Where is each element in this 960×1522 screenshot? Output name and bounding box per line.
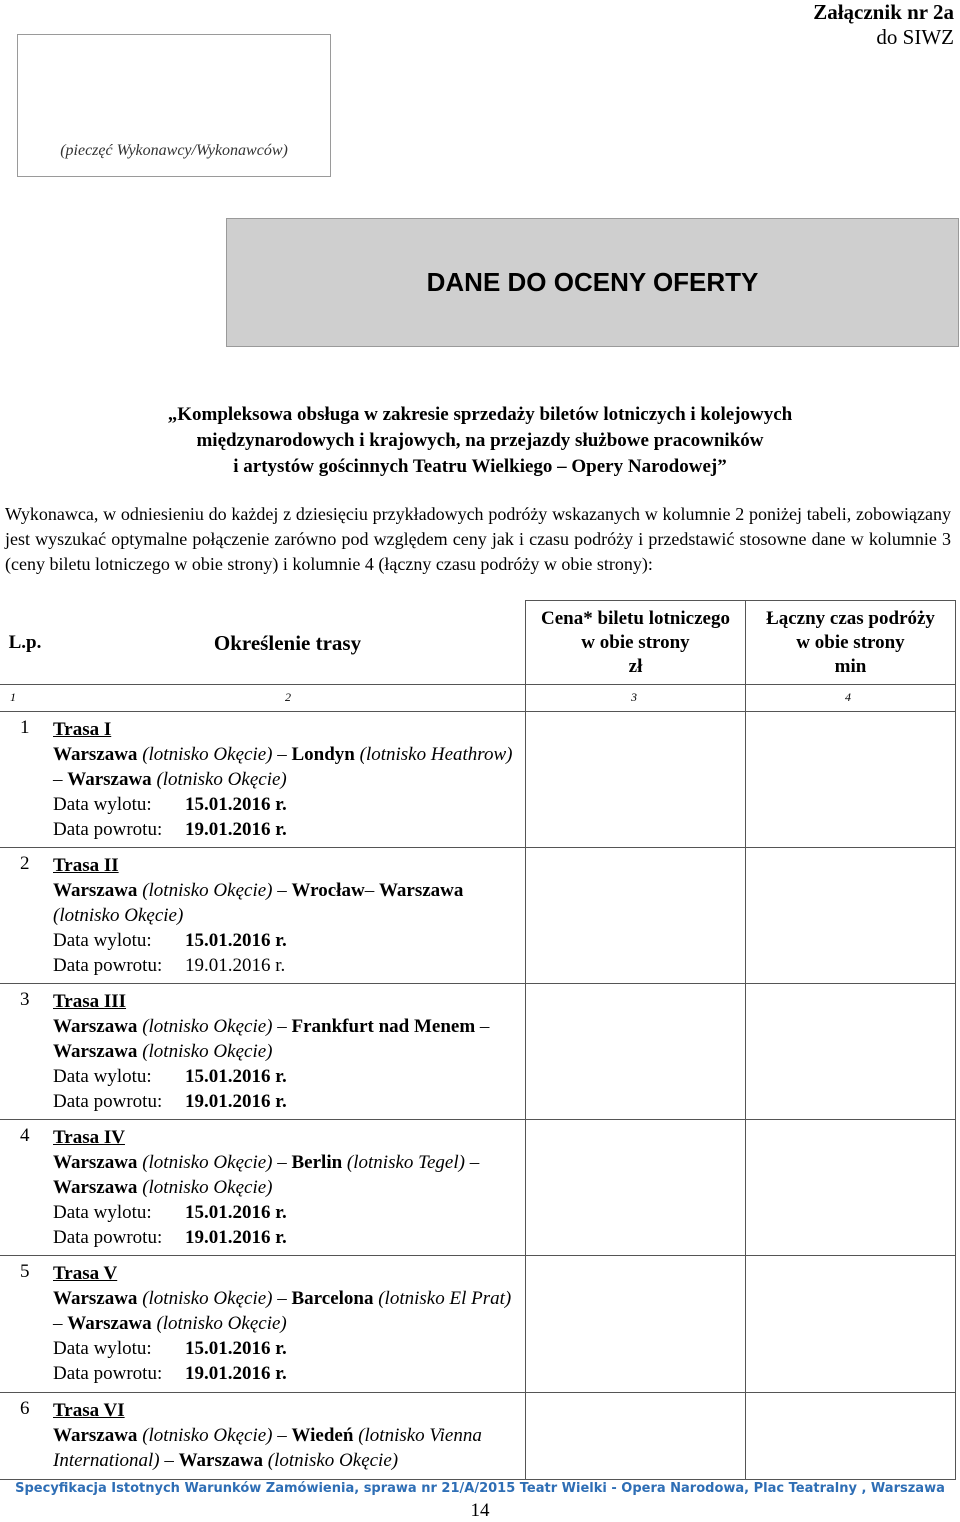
grid-line <box>0 1479 956 1480</box>
subject-line: „Kompleksowa obsługa w zakresie sprzedaży biletów lotniczych i kolejowych <box>167 404 793 425</box>
header-time-unit: min <box>834 656 867 677</box>
route-description <box>53 1423 521 1473</box>
route-city: Warszawa <box>53 1016 138 1037</box>
annex-label <box>813 0 954 50</box>
route-airport: (lotnisko Okęcie) <box>151 1313 287 1334</box>
route-name: Trasa IV <box>53 1127 125 1148</box>
grid-line <box>0 1392 956 1393</box>
route-description <box>53 742 521 792</box>
route-airport: (lotnisko Okęcie) – <box>137 744 292 765</box>
route-airport: (lotnisko Okęcie) <box>137 1177 273 1198</box>
route-description <box>53 878 521 928</box>
grid-line <box>525 600 956 601</box>
route-city: Warszawa <box>53 1288 138 1309</box>
intro-paragraph: Wykonawca, w odniesieniu do każdej z dziesięciu przykładowych podróży wskazanych w kolumnie 2 poniżej tabeli, zobowiązany jest wyszukać optymalne połączenie zarówno pod względem ceny jak i czasu podróży i przedstawić stosowne dane w kolumnie 3 (ceny biletu lotniczego w obie strony) i kolumnie 4 (łączny czasu podróży w obie strony): <box>5 504 951 574</box>
route-city: Wrocław <box>291 880 365 901</box>
contract-subject <box>0 402 960 480</box>
row-number: 2 <box>20 853 30 874</box>
stamp-label: (pieczęć Wykonawcy/Wykonawców) <box>60 142 288 159</box>
route-name: Trasa III <box>53 991 127 1012</box>
departure-date: 15.01.2016 r. <box>185 1066 287 1087</box>
route-name: Trasa V <box>53 1263 118 1284</box>
row-number: 3 <box>20 989 30 1010</box>
row-number: 4 <box>20 1125 30 1146</box>
header-lp: L.p. <box>8 632 42 653</box>
header-time-line: w obie strony <box>796 632 905 653</box>
column-number: 4 <box>845 690 851 704</box>
return-date: 19.01.2016 r. <box>185 955 286 976</box>
route-airport: (lotnisko El Prat) – <box>53 1288 512 1334</box>
column-number: 3 <box>631 690 637 704</box>
header-route: Określenie trasy <box>213 631 362 655</box>
departure-label: Data wylotu: <box>53 794 152 815</box>
route-airport: (lotnisko Okęcie) <box>263 1450 399 1471</box>
route-airport: (lotnisko Okęcie) – <box>137 1425 292 1446</box>
route-airport: (lotnisko Vienna International) – <box>53 1425 482 1471</box>
row-number: 5 <box>20 1261 30 1282</box>
route-city: Wiedeń <box>291 1425 354 1446</box>
route-airport: (lotnisko Okęcie) – <box>137 1152 292 1173</box>
route-airport: (lotnisko Okęcie) – <box>137 1016 292 1037</box>
grid-line <box>525 600 526 1480</box>
route-airport: – <box>475 1016 490 1037</box>
route-cell <box>53 717 521 842</box>
departure-label: Data wylotu: <box>53 930 152 951</box>
column-number: 1 <box>10 690 16 704</box>
route-airport: (lotnisko Heathrow) – <box>53 744 513 790</box>
page-title: DANE DO OCENY OFERTY <box>426 267 759 297</box>
route-airport: – <box>364 880 379 901</box>
route-city: Warszawa <box>53 744 138 765</box>
departure-date-line <box>53 1200 521 1225</box>
return-date: 19.01.2016 r. <box>185 1091 287 1112</box>
departure-label: Data wylotu: <box>53 1338 152 1359</box>
route-name: Trasa II <box>53 855 119 876</box>
return-date-line <box>53 1089 521 1114</box>
departure-date-line <box>53 1336 521 1361</box>
departure-date: 15.01.2016 r. <box>185 794 287 815</box>
route-airport: (lotnisko Okęcie) <box>53 905 184 926</box>
header-time-line: Łączny czas podróży <box>766 608 935 629</box>
subject-line: i artystów gościnnych Teatru Wielkiego – Opery Narodowej” <box>233 456 727 477</box>
subject-line: międzynarodowych i krajowych, na przejazdy służbowe pracowników <box>196 430 764 451</box>
grid-line <box>745 600 746 1480</box>
route-city: Warszawa <box>53 1425 138 1446</box>
route-airport: (lotnisko Okęcie) – <box>137 880 292 901</box>
return-date-line <box>53 817 521 842</box>
return-date-line <box>53 953 521 978</box>
route-airport: (lotnisko Okęcie) <box>151 769 287 790</box>
route-cell <box>53 1261 521 1386</box>
grid-line <box>0 983 956 984</box>
return-date-line <box>53 1225 521 1250</box>
route-city: Warszawa <box>67 1313 152 1334</box>
route-city: Warszawa <box>53 1152 138 1173</box>
route-city: Warszawa <box>53 880 138 901</box>
route-city: Warszawa <box>53 1177 138 1198</box>
annex-number: Załącznik nr 2a <box>813 0 954 24</box>
footer-text: Specyfikacja Istotnych Warunków Zamówienia, sprawa nr 21/A/2015 Teatr Wielki - Opera Narodowa, Plac Teatralny , Warszawa <box>15 1481 945 1496</box>
departure-date-line <box>53 1064 521 1089</box>
departure-date-line <box>53 792 521 817</box>
grid-line <box>0 684 956 685</box>
header-price-line: Cena* biletu lotniczego <box>541 608 730 629</box>
grid-line <box>0 1255 956 1256</box>
route-name: Trasa VI <box>53 1400 125 1421</box>
return-date: 19.01.2016 r. <box>185 1227 287 1248</box>
return-label: Data powrotu: <box>53 1363 163 1384</box>
return-label: Data powrotu: <box>53 1227 163 1248</box>
header-price <box>526 607 745 679</box>
return-date-line <box>53 1361 521 1386</box>
route-city: Frankfurt nad Menem <box>291 1016 476 1037</box>
route-city: Warszawa <box>67 769 152 790</box>
departure-date: 15.01.2016 r. <box>185 930 287 951</box>
grid-line <box>955 600 956 1480</box>
departure-label: Data wylotu: <box>53 1202 152 1223</box>
route-description <box>53 1286 521 1336</box>
route-description <box>53 1014 521 1064</box>
grid-line <box>0 711 956 712</box>
return-date: 19.01.2016 r. <box>185 819 287 840</box>
header-time <box>746 607 955 679</box>
route-cell <box>53 989 521 1114</box>
route-description <box>53 1150 521 1200</box>
return-label: Data powrotu: <box>53 955 163 976</box>
return-label: Data powrotu: <box>53 819 163 840</box>
column-number: 2 <box>285 690 291 704</box>
return-date: 19.01.2016 r. <box>185 1363 287 1384</box>
route-cell <box>53 1125 521 1250</box>
departure-date-line <box>53 928 521 953</box>
route-cell <box>53 1398 521 1473</box>
title-box <box>226 218 959 347</box>
departure-date: 15.01.2016 r. <box>185 1338 287 1359</box>
route-cell <box>53 853 521 978</box>
page-number: 14 <box>470 1500 490 1521</box>
route-name: Trasa I <box>53 719 112 740</box>
return-label: Data powrotu: <box>53 1091 163 1112</box>
annex-reference: do SIWZ <box>876 25 954 49</box>
route-city: Londyn <box>291 744 355 765</box>
route-airport: (lotnisko Okęcie) <box>137 1041 273 1062</box>
route-city: Warszawa <box>178 1450 264 1471</box>
grid-line <box>0 1119 956 1120</box>
route-airport: (lotnisko Okęcie) – <box>137 1288 292 1309</box>
departure-date: 15.01.2016 r. <box>185 1202 287 1223</box>
row-number: 6 <box>20 1398 30 1419</box>
departure-label: Data wylotu: <box>53 1066 152 1087</box>
route-city: Barcelona <box>291 1288 374 1309</box>
route-city: Berlin <box>291 1152 343 1173</box>
row-number: 1 <box>20 717 30 738</box>
header-price-unit: zł <box>628 656 643 677</box>
grid-line <box>0 847 956 848</box>
route-city: Warszawa <box>53 1041 138 1062</box>
route-city: Warszawa <box>378 880 464 901</box>
route-airport: (lotnisko Tegel) – <box>342 1152 480 1173</box>
header-price-line: w obie strony <box>581 632 690 653</box>
